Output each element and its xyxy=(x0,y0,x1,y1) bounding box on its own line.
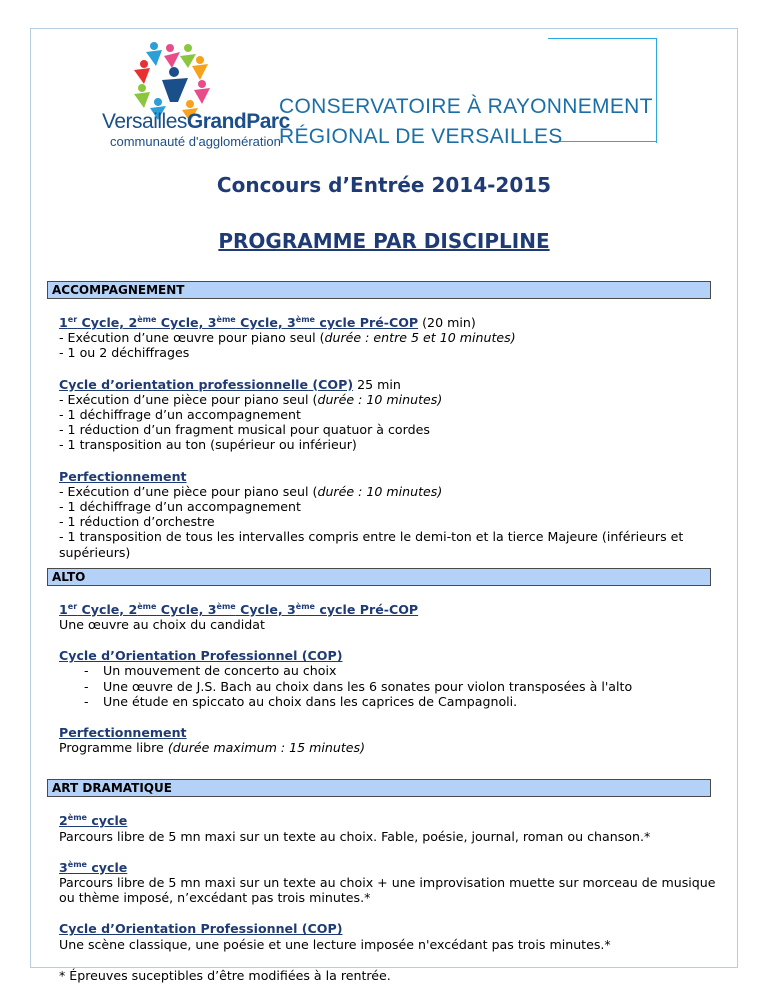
alto-cop-heading: Cycle d’Orientation Professionnel (COP) xyxy=(59,648,343,664)
accompagnement-perf-heading: Perfectionnement xyxy=(59,468,187,484)
document-body xyxy=(52,281,719,983)
accompagnement-cycles-heading: 1er Cycle, 2ème Cycle, 3ème Cycle, 3ème cycle Pré-COP (20 min) xyxy=(59,314,476,330)
art-dramatique-c2-heading: 2ème cycle xyxy=(59,813,128,829)
list-item: - Une étude en spiccato au choix dans les caprices de Campagnoli. xyxy=(59,694,719,709)
text-line: - Exécution d’une pièce pour piano seul (durée : 10 minutes) xyxy=(59,483,443,499)
text-line: - 1 transposition au ton (supérieur ou inférieur) xyxy=(59,437,357,453)
text-line: - 1 ou 2 déchiffrages xyxy=(59,345,190,361)
page-title: Concours d’Entrée 2014-2015 xyxy=(216,173,552,197)
text-line: Parcours libre de 5 mn maxi sur un texte au choix. Fable, poésie, journal, roman ou chanson.* xyxy=(59,828,651,844)
logo-wordmark: VersaillesGrandParc xyxy=(102,110,290,133)
art-dramatique-c3-heading: 3ème cycle xyxy=(59,859,128,875)
logo-subtitle: communauté d'agglomération xyxy=(110,134,281,149)
institution-name: CONSERVATOIRE À RAYONNEMENT RÉGIONAL DE VERSAILLES xyxy=(279,95,653,148)
page-subtitle: PROGRAMME PAR DISCIPLINE xyxy=(218,229,550,253)
text-line: - 1 transposition de tous les intervalles compris entre le demi-ton et la tierce Majeure (inférieurs et supérieurs) xyxy=(59,529,684,560)
art-dramatique-cop-heading: Cycle d’Orientation Professionnel (COP) xyxy=(59,921,343,937)
text-line: Parcours libre de 5 mn maxi sur un texte au choix + une improvisation muette sur morceau de musique ou thème imposé, n’excédant pas trois minutes.* xyxy=(59,875,716,906)
list-item: - Un mouvement de concerto au choix xyxy=(59,663,719,678)
section-bar-alto: ALTO xyxy=(47,568,711,586)
list-item: - Une œuvre de J.S. Bach au choix dans les 6 sonates pour violon transposées à l'alto xyxy=(59,679,719,694)
alto-cycles-heading: 1er Cycle, 2ème Cycle, 3ème Cycle, 3ème cycle Pré-COP xyxy=(59,601,419,617)
text-line: - 1 réduction d’un fragment musical pour quatuor à cordes xyxy=(59,422,430,438)
section-bar-accompagnement: ACCOMPAGNEMENT xyxy=(47,281,711,299)
footnote: * Épreuves suceptibles d’être modifiées à la rentrée. xyxy=(59,967,391,983)
text-line: - Exécution d’une œuvre pour piano seul (durée : entre 5 et 10 minutes) xyxy=(59,330,516,346)
text-line: - Exécution d’une pièce pour piano seul (durée : 10 minutes) xyxy=(59,391,443,407)
text-line: Une œuvre au choix du candidat xyxy=(59,617,265,633)
accompagnement-cop-heading: Cycle d’orientation professionnelle (COP) 25 min xyxy=(59,376,401,392)
section-bar-art-dramatique: ART DRAMATIQUE xyxy=(47,779,711,797)
text-line: Une scène classique, une poésie et une lecture imposée n'excédant pas trois minutes.* xyxy=(59,936,611,952)
text-line: - 1 déchiffrage d’un accompagnement xyxy=(59,407,301,423)
text-line: Programme libre (durée maximum : 15 minutes) xyxy=(59,740,366,756)
text-line: - 1 déchiffrage d’un accompagnement xyxy=(59,499,301,515)
alto-perf-heading: Perfectionnement xyxy=(59,725,187,741)
text-line: - 1 réduction d’orchestre xyxy=(59,514,215,530)
